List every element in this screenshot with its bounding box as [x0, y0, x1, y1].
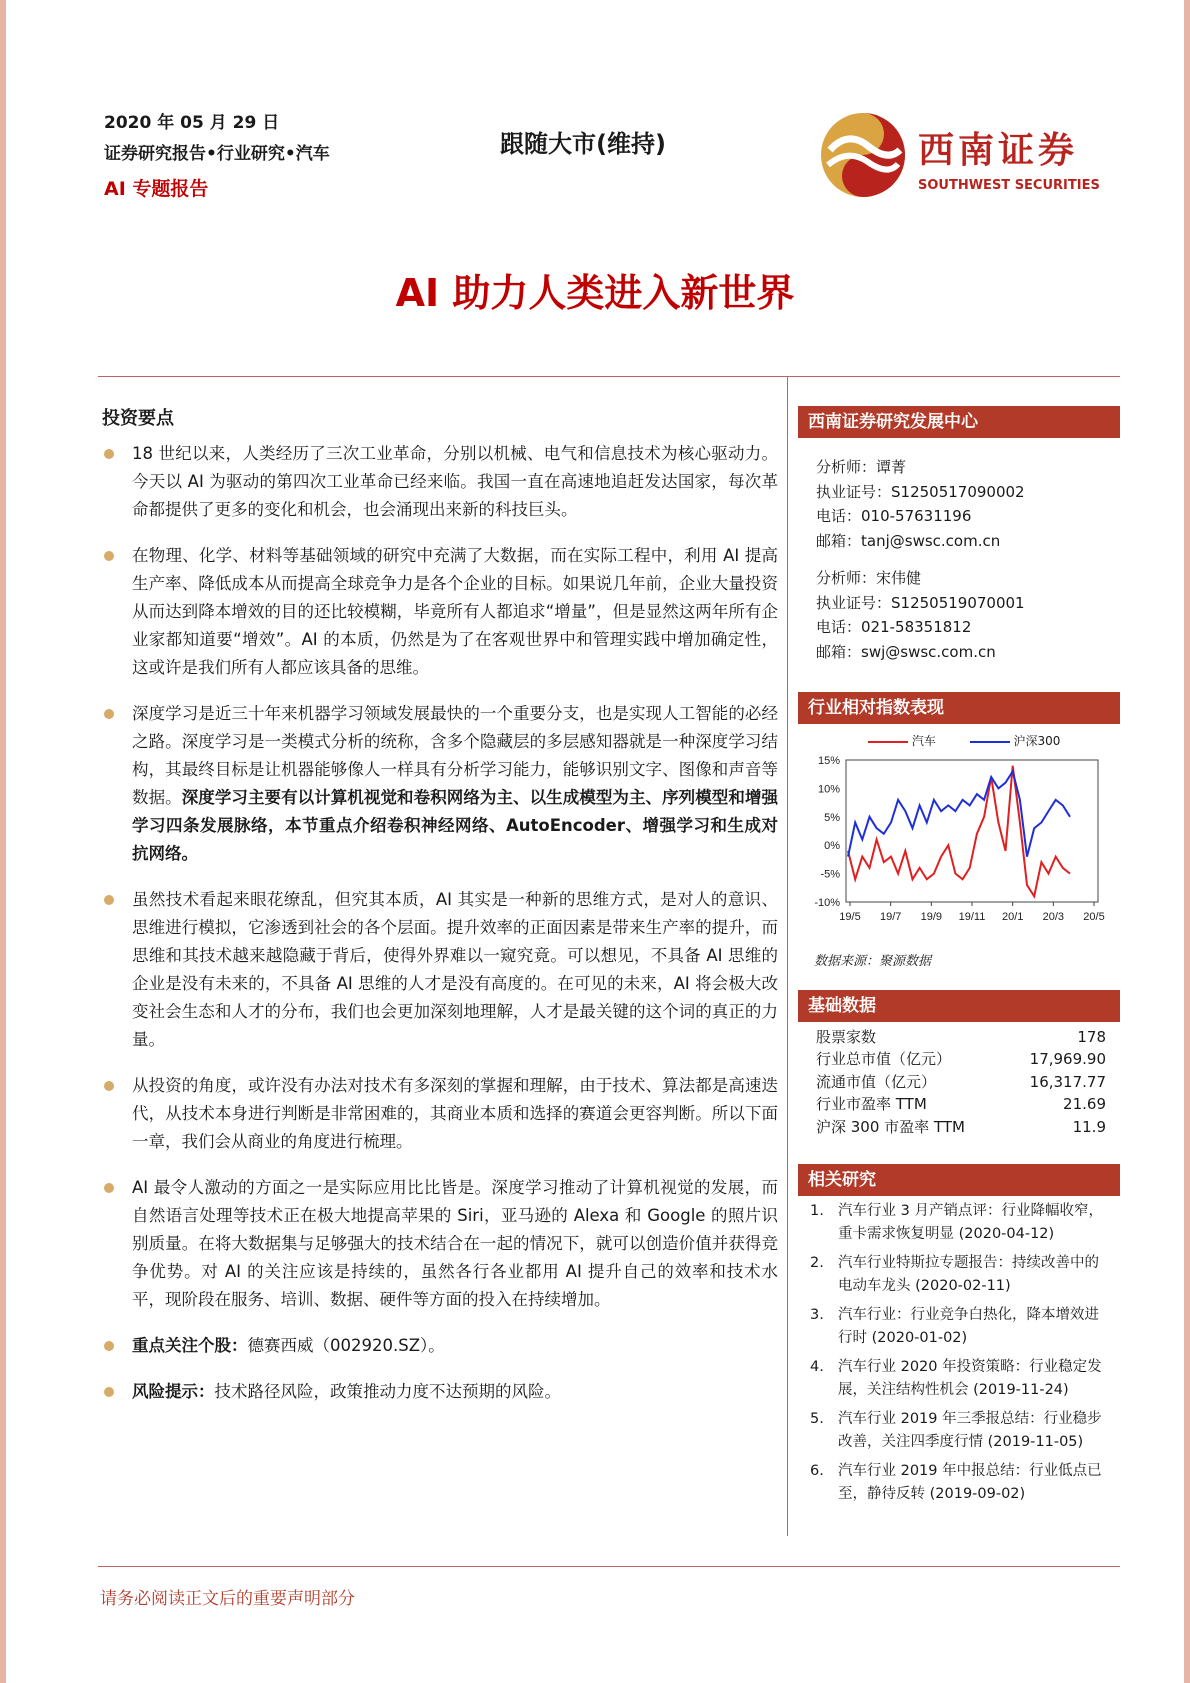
analyst-name: 分析师：宋伟健 [816, 569, 922, 587]
related-list [810, 1200, 1110, 1512]
report-topic: AI 专题报告 [104, 178, 209, 200]
basics-table [816, 1026, 1106, 1138]
related-item[interactable] [810, 1408, 1110, 1454]
related-date: (2019-11-05) [987, 1434, 1084, 1450]
x-tick-label: 19/11 [958, 911, 986, 923]
analyst-2 [816, 566, 1025, 664]
column-divider [787, 376, 788, 1536]
related-text: 汽车行业 3 月产销点评：行业降幅收窄，重卡需求恢复明显 [838, 1203, 1103, 1242]
y-tick-label: -5% [820, 868, 840, 881]
related-item[interactable] [810, 1356, 1110, 1402]
invest-point [102, 886, 778, 1054]
basics-row [816, 1026, 1106, 1048]
footer-disclaimer: 请务必阅读正文后的重要声明部分 [100, 1589, 355, 1609]
related-date: (2020-01-02) [871, 1330, 968, 1346]
basics-row [816, 1071, 1106, 1093]
related-text: 汽车行业 2019 年中报总结：行业低点已至，静待反转 [838, 1463, 1102, 1502]
bullet-icon [104, 1341, 114, 1351]
basics-label: 行业市盈率 TTM [816, 1095, 927, 1114]
company-logo [818, 110, 1118, 200]
risk-text: 技术路径风险，政策推动力度不达预期的风险。 [214, 1382, 561, 1401]
risk-note [102, 1378, 778, 1406]
related-heading: 相关研究 [798, 1164, 1120, 1196]
y-tick-label: -10% [814, 897, 840, 909]
legend-label-hs300: 沪深300 [1013, 734, 1061, 748]
x-tick-label: 19/5 [839, 911, 861, 923]
basics-label: 股票家数 [816, 1028, 877, 1046]
bullet-icon [104, 551, 114, 561]
invest-point-text: 深度学习是近三十年来机器学习领域发展最快的一个重要分支，也是实现人工智能的必经之路。深度学习是一类模式分析的统称，含多个隐藏层的多层感知器就是一种深度学习结构，其最终目标是让机器能够像人一样具有分析学习能力，能够识别文字、图像和声音等数据。 [132, 704, 778, 807]
basics-value: 16,317.77 [1029, 1072, 1106, 1091]
related-num: 4. [810, 1359, 824, 1375]
report-type: 证券研究报告•行业研究•汽车 [104, 144, 330, 164]
y-tick-label: 0% [824, 840, 840, 853]
basics-row [816, 1116, 1106, 1138]
index-heading: 行业相对指数表现 [798, 692, 1120, 724]
basics-label: 流通市值（亿元） [816, 1072, 937, 1091]
legend-label-auto: 汽车 [911, 734, 936, 748]
analyst-email[interactable]: 邮箱：swj@swsc.com.cn [816, 642, 996, 661]
bullet-icon [104, 895, 114, 905]
invest-point-text: 在物理、化学、材料等基础领域的研究中充满了大数据，而在实际工程中，利用 AI 提高生产率、降低成本从而提高全球竞争力是各个企业的目标。如果说几年前，企业大量投资从而达到降本增效的目的还比较模糊，毕竟所有人都追求“增量”，但是显然这两年所有企业家都知道要“增效”。AI 的本质，仍然是为了在客观世界中和管理实践中增加确定性，这或许是我们所有人都应该具备的思维。 [132, 546, 778, 677]
bullet-icon [104, 709, 114, 719]
basics-label: 沪深 300 市盈率 TTM [816, 1117, 965, 1136]
basics-value: 17,969.90 [1029, 1050, 1106, 1069]
y-tick-label: 10% [817, 783, 840, 796]
x-tick-label: 19/9 [920, 911, 943, 923]
chart-legend [868, 732, 1060, 749]
legend-swatch-auto [868, 741, 908, 743]
basics-value: 11.9 [1072, 1117, 1106, 1136]
related-item[interactable] [810, 1200, 1110, 1246]
analyst-email[interactable]: 邮箱：tanj@swsc.com.cn [816, 531, 1001, 550]
report-title: AI 助力人类进入新世界 [395, 271, 795, 315]
invest-point [102, 1072, 778, 1156]
y-tick-label: 15% [817, 755, 840, 767]
bullet-icon [104, 1183, 114, 1193]
legend-swatch-hs300 [970, 741, 1010, 743]
related-date: (2019-09-02) [929, 1486, 1026, 1502]
invest-point-text: 虽然技术看起来眼花缭乱，但究其本质，AI 其实是一种新的思维方式，是对人的意识、思维进行模拟，它渗透到社会的各个层面。提升效率的正面因素是带来生产率的提升，而思维和其技术越来越隐藏于背后，使得外界难以一窥究竟。可以想见，不具备 AI 思维的企业是没有未来的，不具备 AI 思维的人才是没有高度的。在可见的未来，AI 将会极大改变社会生态和人才的分布，我们也会更加深刻地理解，人才是最关键的这个词的真正的力量。 [132, 890, 778, 1049]
invest-point [102, 1174, 778, 1314]
rating: 跟随大市(维持) [500, 130, 666, 158]
related-num: 1. [810, 1203, 824, 1219]
basics-value: 21.69 [1063, 1095, 1106, 1114]
invest-point [102, 542, 778, 682]
x-tick-label: 20/1 [1001, 911, 1024, 923]
related-date: (2020-04-12) [958, 1226, 1055, 1242]
basics-row [816, 1048, 1106, 1070]
related-num: 3. [810, 1307, 824, 1323]
analyst-cert: 执业证号：S1250519070001 [816, 593, 1025, 612]
invest-point-bold: 深度学习主要有以计算机视觉和卷积网络为主、以生成模型为主、序列模型和增强学习四条发展脉络，本节重点介绍卷积神经网络、AutoEncoder、增强学习和生成对抗网络。 [132, 788, 779, 863]
basics-row [816, 1093, 1106, 1115]
x-tick-label: 19/7 [879, 911, 902, 923]
related-num: 6. [810, 1463, 824, 1479]
invest-point-text: 从投资的角度，或许没有办法对技术有多深刻的掌握和理解，由于技术、算法都是高速迭代，从技术本身进行判断是非常困难的，其商业本质和选择的赛道会更容判断。所以下面一章，我们会从商业的角度进行梳理。 [132, 1076, 778, 1151]
invest-heading: 投资要点 [102, 408, 174, 429]
top-divider [98, 376, 1120, 377]
footer-rule [98, 1566, 1120, 1567]
related-text: 汽车行业 2020 年投资策略：行业稳定发展，关注结构性机会 [838, 1359, 1102, 1398]
related-date: (2020-02-11) [915, 1278, 1011, 1294]
research-center-heading: 西南证券研究发展中心 [798, 406, 1120, 438]
analyst-1 [816, 455, 1025, 553]
related-date: (2019-11-24) [973, 1382, 1069, 1398]
invest-point-text: 18 世纪以来，人类经历了三次工业革命，分别以机械、电气和信息技术为核心驱动力。今天以 AI 为驱动的第四次工业革命已经来临。我国一直在高速地追赶发达国家，每次革命都提供了更多的变化和机会，也会涌现出来新的科技巨头。 [132, 444, 778, 519]
related-text: 汽车行业：行业竞争白热化，降本增效进行时 [838, 1307, 1099, 1346]
chart-source: 数据来源：聚源数据 [814, 954, 932, 969]
invest-point [102, 440, 778, 524]
analyst-phone: 电话：021-58351812 [816, 618, 972, 636]
invest-point [102, 700, 778, 868]
x-tick-label: 20/5 [1083, 911, 1105, 923]
focus-label: 重点关注个股： [132, 1336, 248, 1355]
related-item[interactable] [810, 1252, 1110, 1298]
series-line-hs300 [848, 771, 1070, 856]
logo-text-en: SOUTHWEST SECURITIES [918, 178, 1100, 193]
invest-point-text: AI 最令人激动的方面之一是实际应用比比皆是。深度学习推动了计算机视觉的发展，而自然语言处理等技术正在极大地提高苹果的 Siri，亚马逊的 Alexa 和 Google 的照片识别质量。在将大数据集与足够强大的技术结合在一起的情况下，就可以创造价值并获得竞争优势。对 AI 的关注应该是持续的，虽然各行各业都用 AI 提升自己的效率和技术水平，现阶段在服务、培训、数据、硬件等方面的投入在持续增加。 [132, 1178, 778, 1309]
analyst-phone: 电话：010-57631196 [816, 507, 972, 525]
logo-text-cn: 西南证券 [918, 129, 1079, 171]
page-edge-right [1184, 0, 1190, 1683]
basics-value: 178 [1077, 1028, 1106, 1046]
bullet-icon [104, 1387, 114, 1397]
focus-stock [102, 1332, 778, 1360]
risk-label: 风险提示： [132, 1382, 215, 1401]
basics-heading: 基础数据 [798, 990, 1120, 1022]
related-num: 5. [810, 1411, 824, 1427]
page-edge-left [0, 0, 6, 1683]
y-tick-label: 5% [824, 811, 840, 824]
related-num: 2. [810, 1255, 824, 1271]
report-date: 2020 年 05 月 29 日 [104, 113, 280, 133]
basics-label: 行业总市值（亿元） [816, 1050, 952, 1069]
analyst-name: 分析师：谭菁 [816, 458, 907, 476]
invest-points [102, 440, 778, 1424]
index-chart [798, 752, 1108, 932]
x-tick-label: 20/3 [1042, 911, 1065, 923]
bullet-icon [104, 449, 114, 459]
analyst-cert: 执业证号：S1250517090002 [816, 482, 1025, 501]
chart-plot-area [846, 760, 1098, 902]
bullet-icon [104, 1081, 114, 1091]
related-item[interactable] [810, 1304, 1110, 1350]
focus-text: 德赛西威（002920.SZ）。 [247, 1336, 445, 1355]
related-item[interactable] [810, 1460, 1110, 1506]
logo-emblem-icon [818, 110, 908, 200]
related-text: 汽车行业 2019 年三季报总结：行业稳步改善，关注四季度行情 [838, 1411, 1102, 1450]
related-text: 汽车行业特斯拉专题报告：持续改善中的电动车龙头 [838, 1255, 1099, 1294]
